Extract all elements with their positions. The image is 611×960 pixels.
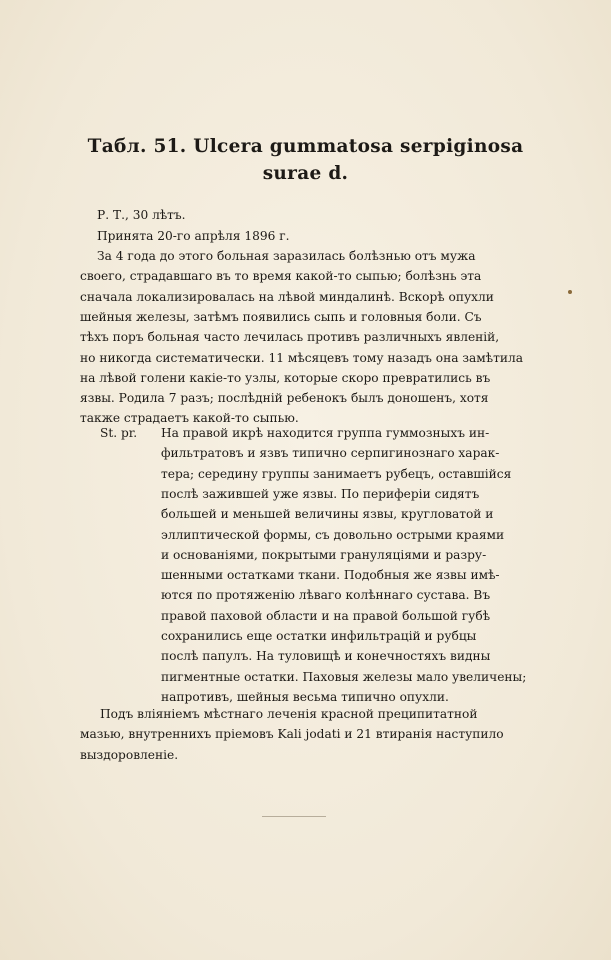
anamnesis-line: язвы. Родила 7 разъ; послѣдній ребенокъ былъ доношенъ, хотя bbox=[80, 391, 489, 406]
admission-line: Принята 20-го апрѣля 1896 г. bbox=[97, 229, 290, 243]
treatment-line: выздоровленіе. bbox=[80, 747, 179, 762]
status-line: эллиптической формы, съ довольно острыми краями bbox=[161, 527, 505, 542]
status-line: тера; середину группы занимаетъ рубецъ, оставшійся bbox=[161, 466, 512, 481]
paper-speck bbox=[568, 290, 572, 294]
status-line: послѣ папулъ. На туловищѣ и конечностяхъ видны bbox=[161, 649, 491, 664]
anamnesis-line: на лѣвой голени какіе-то узлы, которые скоро превратились въ bbox=[80, 370, 491, 385]
page-title bbox=[60, 133, 551, 187]
anamnesis-line: шейныя железы, затѣмъ появились сыпь и головныя боли. Съ bbox=[80, 309, 482, 324]
anamnesis-line: тѣхъ поръ больная часто лечилась противъ различныхъ явленій, bbox=[80, 330, 500, 345]
title-line-2: surae d. bbox=[262, 163, 349, 184]
title-line-1: Табл. 51. Ulcera gummatosa serpiginosa bbox=[87, 136, 524, 157]
status-line: послѣ зажившей уже язвы. По периферіи сидятъ bbox=[161, 486, 480, 501]
status-line: напротивъ, шейныя весьма типично опухли. bbox=[161, 689, 449, 704]
status-label: St. pr. bbox=[100, 426, 138, 440]
patient-line: Р. Т., 30 лѣтъ. bbox=[97, 208, 186, 222]
status-line: ются по протяженію лѣваго колѣннаго сустава. Въ bbox=[161, 588, 491, 603]
status-line: шенными остатками ткани. Подобныя же язвы имѣ- bbox=[161, 568, 500, 583]
status-line: большей и меньшей величины язвы, кругловатой и bbox=[161, 507, 494, 522]
status-line: и основаніями, покрытыми грануляціями и разру- bbox=[161, 547, 487, 562]
anamnesis-line: но никогда систематически. 11 мѣсяцевъ тому назадъ она замѣтила bbox=[80, 350, 524, 365]
end-divider bbox=[262, 816, 326, 817]
status-line: фильтратовъ и язвъ типично серпигинознаго харак- bbox=[161, 446, 500, 461]
status-line: правой паховой области и на правой большой губѣ bbox=[161, 608, 491, 623]
treatment-line: Подъ вліяніемъ мѣстнаго леченія красной преципитатной bbox=[100, 707, 478, 721]
treatment-line: мазью, внутреннихъ пріемовъ Kali jodati и 21 втиранія наступило bbox=[80, 727, 504, 742]
status-line: пигментные остатки. Паховыя железы мало увеличены; bbox=[161, 669, 527, 684]
anamnesis-line: сначала локализировалась на лѣвой миндалинѣ. Вскорѣ опухли bbox=[80, 289, 494, 304]
anamnesis-line: своего, страдавшаго въ то время какой-то сыпью; болѣзнь эта bbox=[80, 269, 482, 284]
anamnesis-line: также страдаетъ какой-то сыпью. bbox=[80, 411, 299, 426]
status-line: На правой икрѣ находится группа гуммозныхъ ин- bbox=[161, 426, 490, 440]
status-line: сохранились еще остатки инфильтрацій и рубцы bbox=[161, 629, 477, 643]
anamnesis-line: За 4 года до этого больная заразилась болѣзнью отъ мужа bbox=[97, 249, 476, 263]
